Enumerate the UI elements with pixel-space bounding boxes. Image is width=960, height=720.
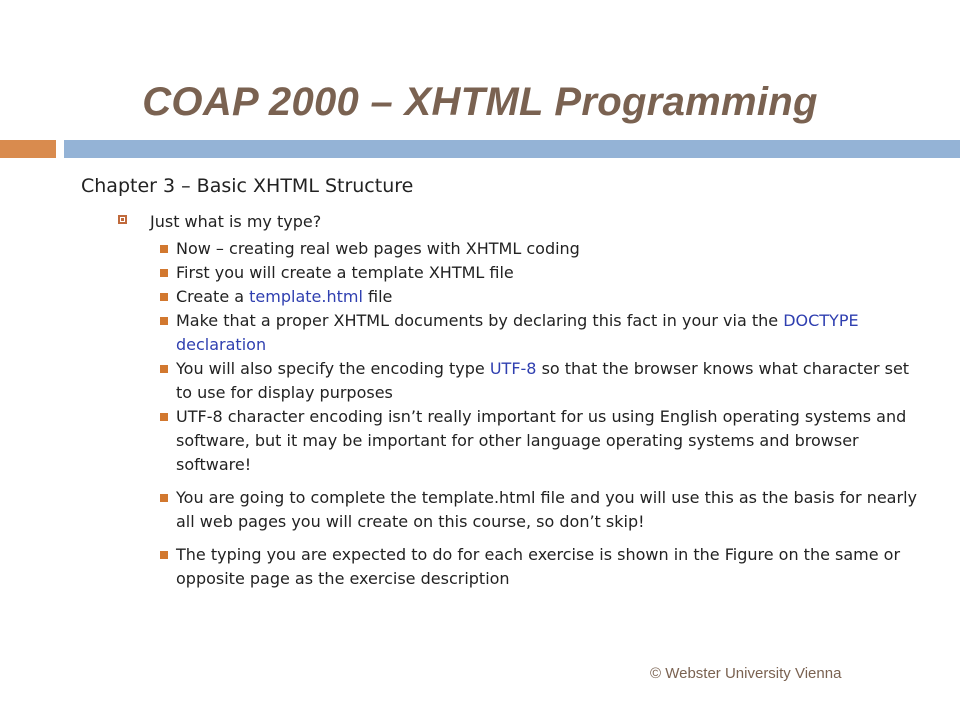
bullet-list — [160, 237, 920, 591]
bullet-icon — [160, 269, 168, 277]
bullet-text: The typing you are expected to do for each exercise is shown in the Figure on the same or opposite page as the exercise description — [176, 545, 901, 588]
bullet-text: You are going to complete the template.html file and you will use this as the basis for nearly all web pages you will create on this course, so don’t skip! — [176, 488, 917, 531]
bullet-text-pre: Create a — [176, 287, 250, 306]
list-item — [160, 261, 920, 285]
highlight-doctype: DOCTYPE declaration — [176, 311, 859, 354]
bullet-text: Now – creating real web pages with XHTML coding — [176, 239, 580, 258]
accent-bar-orange — [0, 140, 56, 158]
bullet-icon — [160, 245, 168, 253]
bullet-icon — [160, 317, 168, 325]
slide-title: COAP 2000 – XHTML Programming — [142, 80, 818, 124]
bullet-icon — [160, 293, 168, 301]
level1-bullet — [120, 212, 321, 231]
question-text: Just what is my type? — [150, 212, 322, 231]
bullet-icon — [160, 551, 168, 559]
list-item — [160, 357, 920, 405]
bullet-icon — [160, 365, 168, 373]
bullet-text-post: file — [362, 287, 393, 306]
bullet-icon — [160, 494, 168, 502]
list-item — [160, 237, 920, 261]
list-item — [160, 405, 920, 477]
footer-copyright: © Webster University Vienna — [650, 665, 842, 682]
highlight-utf8: UTF-8 — [489, 359, 537, 378]
bullet-icon — [160, 413, 168, 421]
accent-bar-blue — [64, 140, 960, 158]
list-item — [160, 543, 920, 591]
bullet-text-pre: Make that a proper XHTML documents by declaring this fact in your via the — [176, 311, 784, 330]
bullet-text-pre: You will also specify the encoding type — [176, 359, 490, 378]
bullet-text: First you will create a template XHTML file — [176, 263, 514, 282]
bullet-text: UTF-8 character encoding isn’t really important for us using English operating systems and software, but it may be important for other language operating systems and browser software! — [176, 407, 907, 474]
bullet-text-post: so that the browser knows what character set to use for display purposes — [176, 359, 910, 402]
highlight-template-html: template.html — [249, 287, 363, 306]
list-item — [160, 285, 920, 309]
square-bullet-icon — [118, 215, 127, 224]
list-item — [160, 309, 920, 357]
list-item — [160, 486, 920, 534]
chapter-heading: Chapter 3 – Basic XHTML Structure — [81, 175, 414, 197]
